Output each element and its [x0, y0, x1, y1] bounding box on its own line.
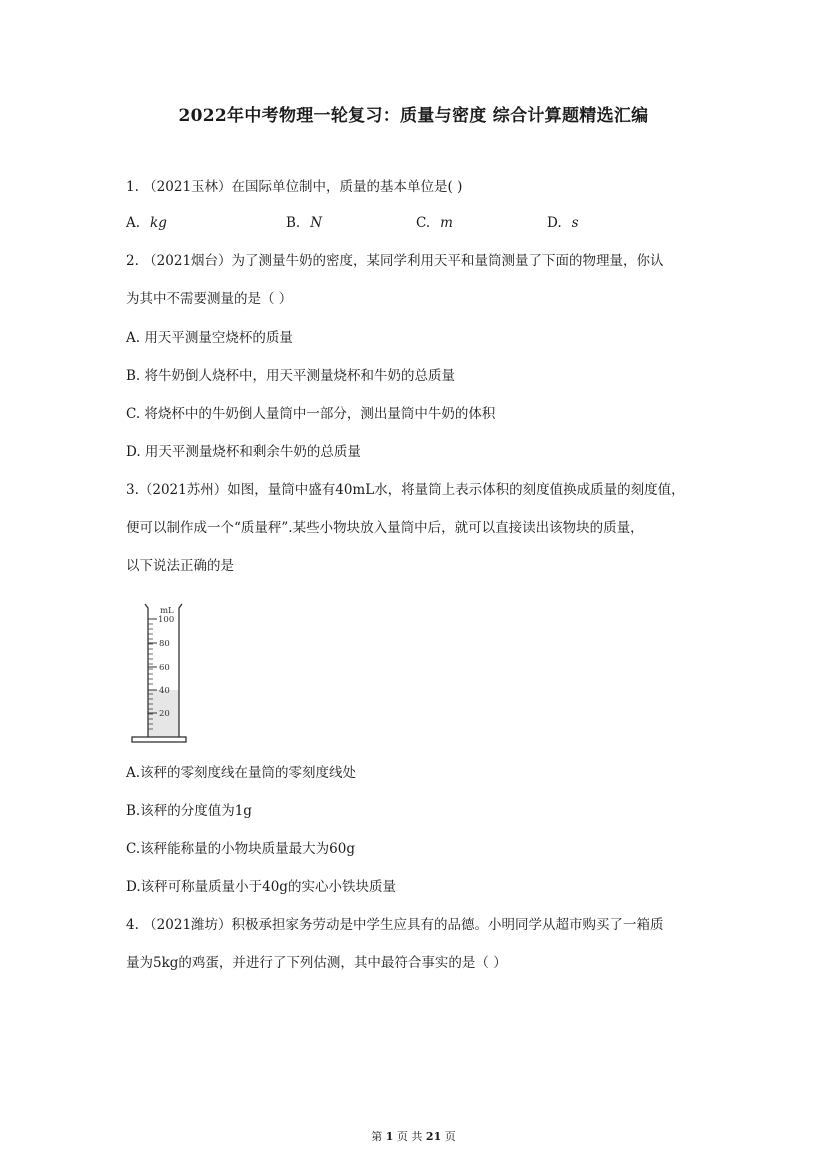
q3-stem-line1: 3.（2021苏州）如图，量筒中盛有40mL水，将量筒上表示体积的刻度值换成质量的刻度值， — [126, 482, 685, 498]
q4-stem-line2: 量为5kg的鸡蛋，并进行了下列估测，其中最符合事实的是（ ） — [126, 955, 507, 971]
cylinder-right-wall — [179, 604, 182, 737]
tick-label-80: 80 — [159, 639, 170, 649]
q1-stem: 1. （2021玉林）在国际单位制中，质量的基本单位是( ) — [126, 179, 463, 195]
document-title: 2022年中考物理一轮复习：质量与密度 综合计算题精选汇编 — [178, 106, 649, 126]
option-letter: C. — [416, 215, 431, 231]
q2-option-a: A. 用天平测量空烧杯的质量 — [126, 330, 293, 346]
unit-label: mL — [160, 606, 174, 616]
option-letter: A. — [126, 215, 141, 231]
q2-option-d: D. 用天平测量烧杯和剩余牛奶的总质量 — [126, 444, 361, 460]
cylinder-left-wall — [145, 604, 148, 737]
option-value: s — [571, 215, 579, 231]
q3-option-c: C.该秤能称量的小物块质量最大为60g — [126, 841, 355, 857]
option-value: m — [440, 215, 453, 231]
page-footer — [0, 1128, 827, 1144]
q2-option-c: C. 将烧杯中的牛奶倒人量筒中一部分，测出量筒中牛奶的体积 — [126, 406, 496, 422]
option-letter: B. — [286, 215, 301, 231]
option-value: N — [310, 215, 323, 231]
graduated-cylinder-figure — [128, 600, 190, 746]
q3-option-b: B.该秤的分度值为1g — [126, 803, 252, 819]
q1-option-d — [547, 215, 579, 231]
q1-option-a — [126, 215, 167, 231]
q1-option-c — [416, 215, 453, 231]
q4-stem-line1: 4. （2021潍坊）积极承担家务劳动是中学生应具有的品德。小明同学从超市购买了一箱质 — [126, 917, 664, 933]
option-value: kg — [150, 215, 167, 231]
q3-stem-line3: 以下说法正确的是 — [126, 558, 234, 574]
q3-option-a: A.该秤的零刻度线在量筒的零刻度线处 — [126, 765, 357, 781]
q2-stem-line1: 2. （2021烟台）为了测量牛奶的密度，某同学利用天平和量筒测量了下面的物理量，你认 — [126, 253, 664, 269]
option-letter: D. — [547, 215, 562, 231]
footer-total-pages: 21 — [425, 1130, 442, 1143]
q3-stem-line2: 便可以制作成一个“质量秤”.某些小物块放入量筒中后，就可以直接读出该物块的质量， — [126, 520, 644, 536]
q2-stem-line2: 为其中不需要测量的是（ ） — [126, 291, 293, 307]
q3-option-d: D.该秤可称量质量小于40g的实心小铁块质量 — [126, 879, 396, 895]
tick-label-60: 60 — [159, 663, 170, 673]
footer-page-number: 1 — [385, 1130, 394, 1143]
footer-suffix: 页 — [444, 1130, 456, 1143]
footer-prefix: 第 — [371, 1130, 383, 1143]
q1-option-b — [286, 215, 322, 231]
footer-middle: 页 共 — [396, 1130, 423, 1143]
cylinder-base — [132, 737, 186, 742]
q2-option-b: B. 将牛奶倒人烧杯中，用天平测量烧杯和牛奶的总质量 — [126, 368, 456, 384]
tick-label-40: 40 — [159, 686, 170, 696]
tick-label-20: 20 — [159, 709, 170, 719]
tick-label-100: 100 — [158, 615, 175, 625]
